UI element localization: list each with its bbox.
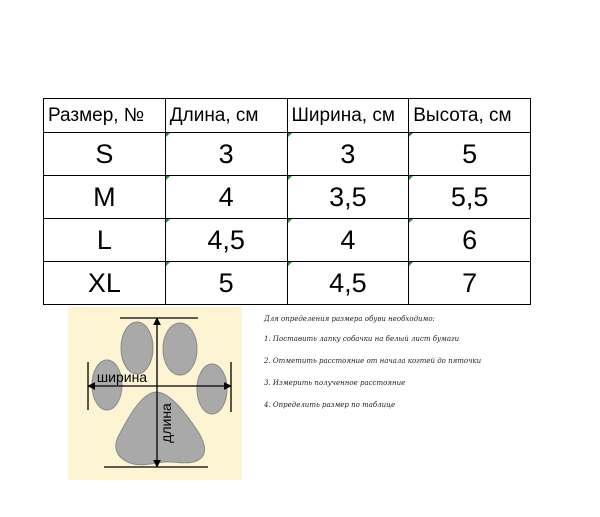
width-cell: 4,5 [287,262,409,305]
header-length: Длина, см [165,99,287,133]
size-cell: M [44,176,166,219]
length-cell: 4,5 [165,219,287,262]
table-header-row [44,99,531,133]
height-cell: 6 [409,219,531,262]
table-row [44,262,531,305]
height-cell: 5 [409,133,531,176]
height-cell: 7 [409,262,531,305]
width-cell: 4 [287,219,409,262]
toe-pad-top-left [121,322,153,374]
table-row [44,133,531,176]
size-cell: XL [44,262,166,305]
list-item: 1. Поставить лапку собачки на белый лист бумаги [264,335,460,343]
list-item: 4. Определить размер по таблице [264,401,396,409]
size-cell: S [44,133,166,176]
width-cell: 3,5 [287,176,409,219]
length-label: длина [158,403,174,443]
width-cell: 3 [287,133,409,176]
paw-measurement-figure [68,307,242,480]
header-width: Ширина, см [287,99,409,133]
header-size: Размер, № [44,99,166,133]
size-cell: L [44,219,166,262]
instructions-heading: Для определения размера обуви необходимо: [264,315,435,323]
header-height: Высота, см [409,99,531,133]
length-cell: 4 [165,176,287,219]
height-cell: 5,5 [409,176,531,219]
paw-diagram [68,307,242,480]
instructions-block [264,316,594,424]
table-row [44,176,531,219]
toe-pad-top-right [163,323,197,375]
instructions-list [264,336,594,409]
length-cell: 5 [165,262,287,305]
table-row [44,219,531,262]
list-item: 2. Отметить расстояние от начала когтей до пяточки [264,357,482,365]
length-cell: 3 [165,133,287,176]
toe-pad-right [197,364,227,414]
toe-pad-left [92,360,122,410]
list-item: 3. Измерить полученное расстояние [264,379,406,387]
size-table [43,98,531,305]
width-label: ширина [96,369,148,385]
